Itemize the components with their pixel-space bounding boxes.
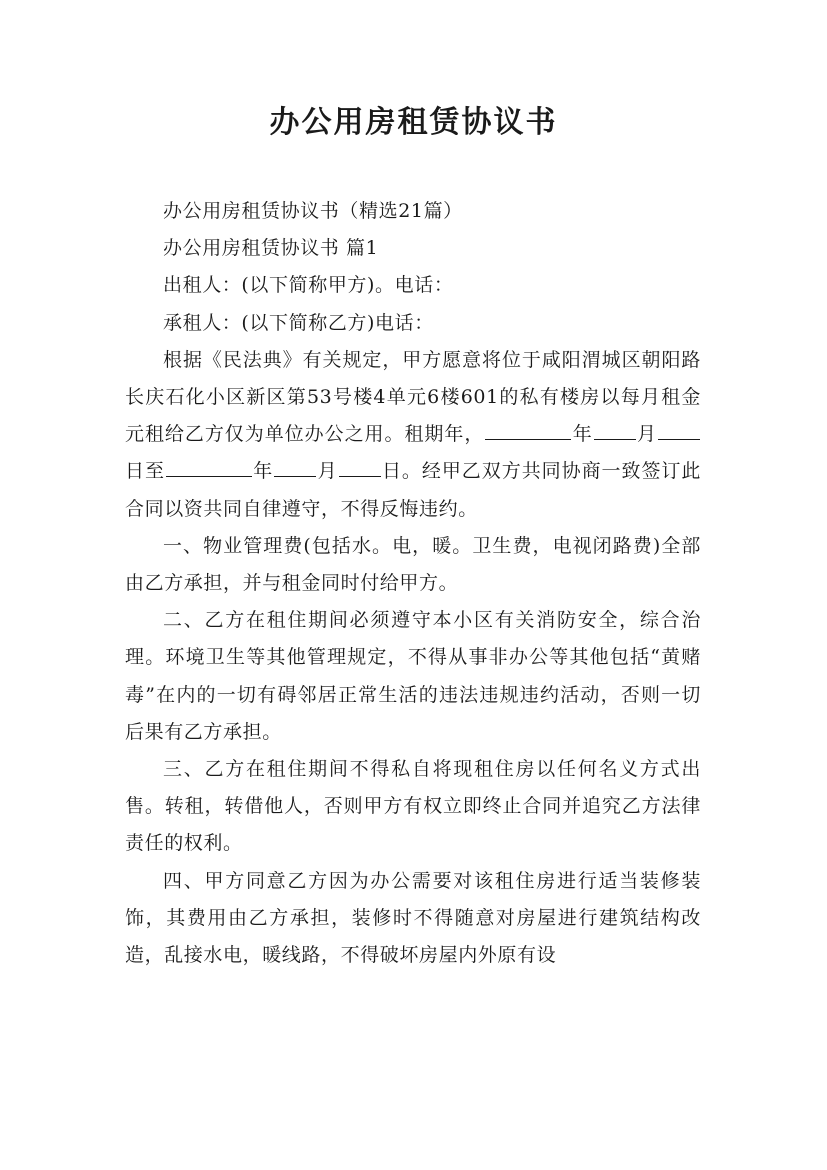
blank-start-month <box>594 417 636 440</box>
clause-3: 三、乙方在租住期间不得私自将现租住房以任何名义方式出售。转租，转借他人，否则甲方有权立即终止合同并追究乙方法律责任的权利。 <box>125 758 701 855</box>
intro-paragraph <box>125 342 701 528</box>
label-year-2: 年 <box>252 460 274 483</box>
blank-end-day <box>339 454 381 477</box>
clause-2: 二、乙方在租住期间必须遵守本小区有关消防安全，综合治理。环境卫生等其他管理规定，不得从事非办公等其他包括“黄赌毒”在内的一切有碍邻居正常生活的违法违规违约活动，否则一切后果有乙方承担。 <box>125 609 701 743</box>
document-body <box>125 193 701 974</box>
blank-start-day <box>658 417 700 440</box>
label-month-2: 月 <box>317 460 338 483</box>
label-year-1: 年 <box>572 423 593 446</box>
lessee-line: 承租人：(以下简称乙方)电话： <box>163 311 434 334</box>
lessor-line: 出租人：(以下简称甲方)。电话： <box>163 274 454 297</box>
clause-1: 一、物业管理费(包括水。电，暖。卫生费，电视闭路费)全部由乙方承担，并与租金同时付给甲方。 <box>125 534 701 595</box>
intro-text-2: 日。经甲乙双方共同协商一致签订此合同以资共同自律遵守，不得反悔违约。 <box>125 460 701 520</box>
blank-start-year <box>485 417 571 440</box>
blank-end-year <box>166 454 252 477</box>
clause-4: 四、甲方同意乙方因为办公需要对该租住房进行适当装修装饰，其费用由乙方承担，装修时不得随意对房屋进行建筑结构改造，乱接水电，暖线路，不得破坏房屋内外原有设 <box>125 869 701 967</box>
section-heading: 办公用房租赁协议书 篇1 <box>163 237 379 260</box>
document-title: 办公用房租赁协议书 <box>269 105 558 140</box>
intro-text-1: 根据《民法典》有关规定，甲方愿意将位于咸阳渭城区朝阳路长庆石化小区新区第53号楼4单元6楼601的私有楼房以每月租金元租给乙方仅为单位办公之用。租期年， <box>125 348 701 446</box>
blank-end-month <box>274 454 316 477</box>
subtitle-line: 办公用房租赁协议书（精选21篇） <box>163 200 463 222</box>
label-month-1: 月 <box>636 423 657 446</box>
label-day-to: 日至 <box>125 460 165 483</box>
